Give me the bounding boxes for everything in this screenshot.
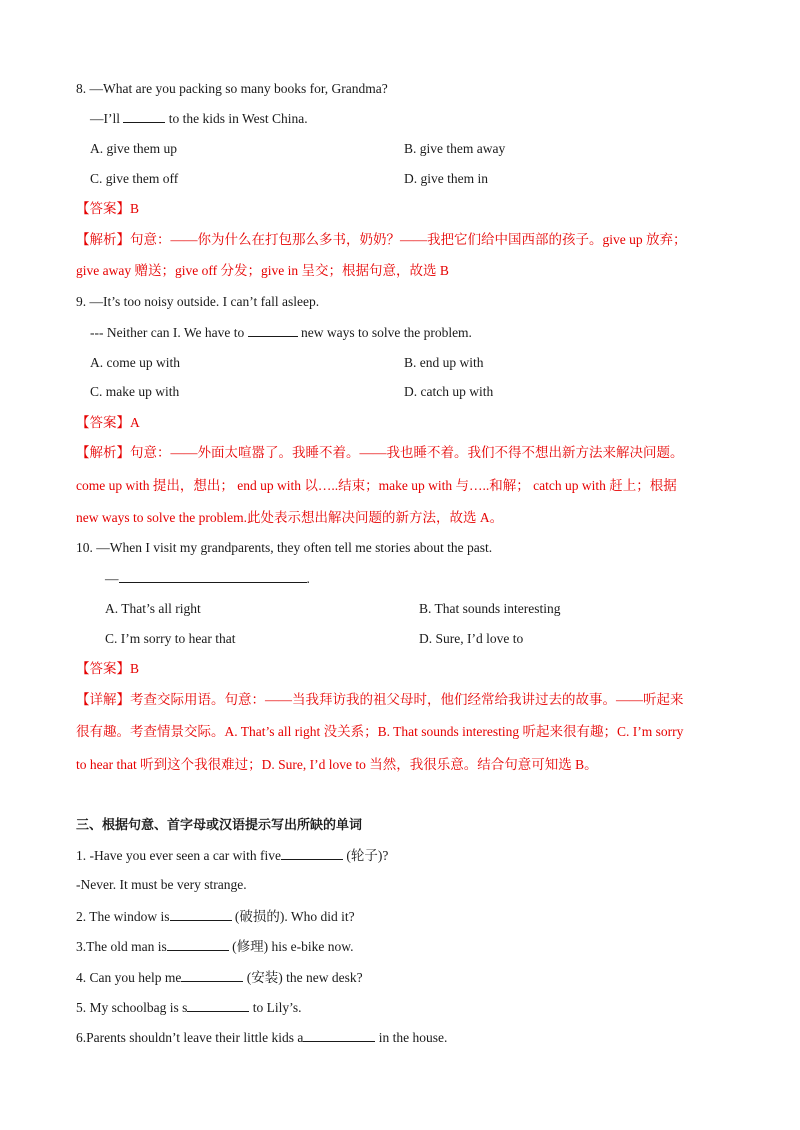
q9-stem: 9. —It’s too noisy outside. I can’t fall asleep. <box>76 294 320 309</box>
q10-analysis-line-3: to hear that 听到这个我很难过；D. Sure, I’d love to 当然，我很乐意。结合句意可知选 B。 <box>76 757 598 772</box>
q9-option-d: D. catch up with <box>404 384 494 399</box>
fill-item-4-text: 4. Can you help me <box>76 970 182 985</box>
fill-item-1-hint: (轮子)? <box>343 848 389 863</box>
fill-item-3 <box>76 937 353 956</box>
section-3-heading: 三、根据句意、首字母或汉语提示写出所缺的单词 <box>76 818 363 833</box>
fill-item-6-blank[interactable] <box>303 1028 375 1042</box>
fill-item-3-blank[interactable] <box>167 937 229 951</box>
fill-item-6-text: 6.Parents shouldn’t leave their little kids a <box>76 1030 304 1045</box>
q9-reply-post: new ways to solve the problem. <box>297 325 472 340</box>
fill-item-3-text: 3.The old man is <box>76 939 167 954</box>
q10-reply-pre: — <box>105 571 119 586</box>
q9-analysis-line-1: 【解析】句意：——外面太喧嚣了。我睡不着。——我也睡不着。我们不得不想出新方法来解决问题。 <box>76 445 684 460</box>
q8-reply-post: to the kids in West China. <box>165 111 308 126</box>
fill-item-5-hint: to Lily’s. <box>249 1000 302 1015</box>
fill-item-6-hint: in the house. <box>375 1030 448 1045</box>
q9-option-b: B. end up with <box>404 355 484 370</box>
q9-option-a: A. come up with <box>90 355 180 370</box>
q10-option-d: D. Sure, I’d love to <box>419 631 524 646</box>
q9-blank[interactable] <box>248 323 298 337</box>
q9-reply <box>90 323 472 342</box>
q8-blank[interactable] <box>123 109 165 123</box>
q8-stem: 8. —What are you packing so many books for, Grandma? <box>76 81 388 96</box>
fill-item-4-hint: (安装) the new desk? <box>243 970 363 985</box>
fill-item-1-text: 1. -Have you ever seen a car with five <box>76 848 282 863</box>
q10-reply-post: . <box>306 571 310 586</box>
q9-answer: 【答案】A <box>76 415 140 430</box>
q10-option-a: A. That’s all right <box>105 601 201 616</box>
q9-option-c: C. make up with <box>90 384 180 399</box>
fill-item-2 <box>76 907 355 926</box>
fill-item-5-text: 5. My schoolbag is s <box>76 1000 188 1015</box>
q8-reply-pre: —I’ll <box>90 111 124 126</box>
q8-option-d: D. give them in <box>404 171 488 186</box>
fill-item-4-blank[interactable] <box>181 968 243 982</box>
q10-option-b: B. That sounds interesting <box>419 601 561 616</box>
fill-item-5-blank[interactable] <box>187 998 249 1012</box>
q9-analysis-line-2: come up with 提出，想出； end up with 以…..结束；make up with 与…..和解； catch up with 赶上；根据 <box>76 478 677 493</box>
fill-item-3-hint: (修理) his e-bike now. <box>228 939 354 954</box>
q10-answer: 【答案】B <box>76 661 140 676</box>
q8-option-a: A. give them up <box>90 141 177 156</box>
fill-item-4 <box>76 968 363 987</box>
q8-option-c: C. give them off <box>90 171 179 186</box>
q10-stem: 10. —When I visit my grandparents, they often tell me stories about the past. <box>76 540 493 555</box>
q8-analysis-line-1: 【解析】句意：——你为什么在打包那么多书，奶奶？——我把它们给中国西部的孩子。give up 放弃； <box>76 232 687 247</box>
q9-analysis-line-3: new ways to solve the problem.此处表示想出解决问题的新方法，故选 A。 <box>76 510 504 525</box>
fill-item-1-reply: -Never. It must be very strange. <box>76 877 247 892</box>
fill-item-1 <box>76 846 388 865</box>
q10-analysis-line-2: 很有趣。考查情景交际。A. That’s all right 没关系；B. That sounds interesting 听起来很有趣；C. I’m sorry <box>76 724 684 739</box>
fill-item-5 <box>76 998 302 1017</box>
fill-item-2-text: 2. The window is <box>76 909 170 924</box>
q8-analysis-line-2: give away 赠送；give off 分发；give in 呈交；根据句意，故选 B <box>76 263 449 278</box>
fill-item-6 <box>76 1028 447 1047</box>
q10-option-c: C. I’m sorry to hear that <box>105 631 236 646</box>
q9-reply-pre: --- Neither can I. We have to <box>90 325 248 340</box>
q10-reply <box>105 569 310 588</box>
q10-analysis-line-1: 【详解】考查交际用语。句意：——当我拜访我的祖父母时，他们经常给我讲过去的故事。——听起来 <box>76 692 684 707</box>
q10-blank[interactable] <box>119 569 307 583</box>
fill-item-2-hint: (破损的). Who did it? <box>231 909 355 924</box>
q8-option-b: B. give them away <box>404 141 506 156</box>
fill-item-2-blank[interactable] <box>170 907 232 921</box>
fill-item-1-blank[interactable] <box>281 846 343 860</box>
q8-answer: 【答案】B <box>76 201 140 216</box>
q8-reply <box>90 109 308 128</box>
